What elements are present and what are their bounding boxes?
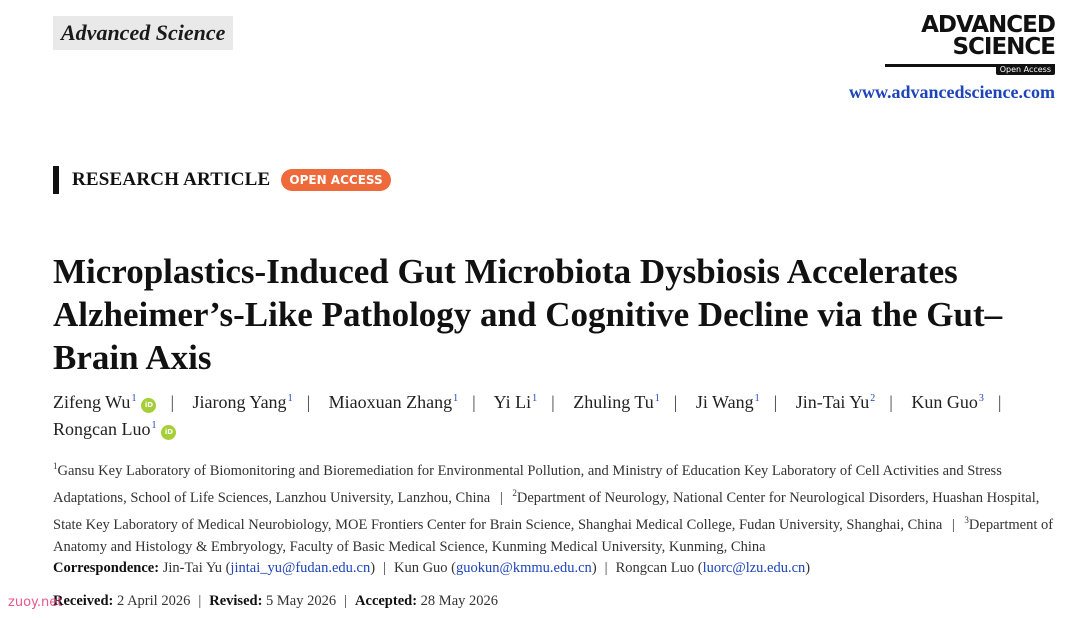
date-item <box>209 593 336 609</box>
correspondence-contact: Kun Guo (guokun@kmmu.edu.cn) <box>393 560 597 576</box>
contact-name: Jin-Tai Yu <box>162 560 222 576</box>
author-affiliation-number: 2 <box>870 393 876 404</box>
author-name[interactable]: Rongcan Luo <box>53 419 151 439</box>
correspondence-label: Correspondence: <box>53 560 160 576</box>
author-separator: | <box>773 392 778 412</box>
logo-text-line2: SCIENCE <box>952 34 1055 60</box>
article-type-row <box>53 166 391 194</box>
author-separator: | <box>306 392 311 412</box>
date-label: Accepted: <box>355 593 418 609</box>
date-separator: | <box>344 593 348 609</box>
author-name[interactable]: Jiarong Yang <box>192 392 287 412</box>
date-label: Received: <box>53 593 114 609</box>
author-name[interactable]: Zhuling Tu <box>573 392 654 412</box>
date-item <box>53 593 190 609</box>
author-affiliation-number: 3 <box>978 393 984 404</box>
orcid-icon[interactable]: iD <box>141 398 156 413</box>
affiliation-text: Gansu Key Laboratory of Biomonitoring and Bioremediation for Environmental Pollution, and Ministry of Education Key Laboratory of Cell Activities and Stress Adaptations, School of Life Sciences, Lanzhou University, Lanzhou, China <box>53 463 1002 506</box>
journal-logo <box>885 14 1055 78</box>
author-affiliation-number: 1 <box>754 393 760 404</box>
author-affiliation-number: 1 <box>532 393 538 404</box>
orcid-icon[interactable]: iD <box>161 425 176 440</box>
author[interactable] <box>573 392 660 412</box>
author-name[interactable]: Kun Guo <box>911 392 978 412</box>
article-type-marker <box>53 166 59 194</box>
author-affiliation-number: 1 <box>453 393 459 404</box>
correspondence-separator: | <box>604 560 608 576</box>
author[interactable] <box>329 392 458 412</box>
affiliation-text: Department of Anatomy and Histology & Embryology, Faculty of Basic Medical Science, Kunming Medical University, Kunming, China <box>53 517 1054 555</box>
contact-email-link[interactable]: guokun@kmmu.edu.cn <box>456 560 592 576</box>
author[interactable] <box>193 392 293 412</box>
date-value: 2 April 2026 <box>117 593 191 609</box>
correspondence-separator: | <box>383 560 386 576</box>
contact-name: Rongcan Luo <box>615 560 695 576</box>
author-name[interactable]: Miaoxuan Zhang <box>328 392 453 412</box>
author-separator: | <box>551 392 555 412</box>
date-separator: | <box>198 593 202 609</box>
affiliation-number: 1 <box>53 461 58 471</box>
author-name[interactable]: Jin-Tai Yu <box>795 392 870 412</box>
date-value: 5 May 2026 <box>266 593 337 609</box>
affiliation-separator: | <box>951 517 955 533</box>
logo-text-line1: ADVANCED <box>921 12 1055 38</box>
date-value: 28 May 2026 <box>420 593 499 609</box>
author-list <box>53 387 1063 441</box>
date-item <box>355 593 498 609</box>
affiliation-text: Department of Neurology, National Center for Neurological Disorders, Huashan Hospital, State Key Laboratory of Medical Neurobiology, MOE Frontiers Center for Brain Science, Shanghai Medical College, Fudan University, Shanghai, China <box>53 490 1040 533</box>
open-access-badge: OPEN ACCESS <box>281 169 390 191</box>
article-title: Microplastics-Induced Gut Microbiota Dysbiosis Accelerates Alzheimer’s-Like Pathology and Cognitive Decline via the Gut–Brain Axis <box>53 252 1003 377</box>
affiliation-separator: | <box>499 490 503 506</box>
article-dates <box>53 591 1063 611</box>
author-name[interactable]: Zifeng Wu <box>53 392 131 412</box>
author[interactable] <box>53 392 156 412</box>
affiliation-list <box>53 455 1063 558</box>
author-separator: | <box>170 392 175 412</box>
logo-open-access-badge: Open Access <box>996 65 1055 75</box>
author[interactable] <box>911 392 984 412</box>
correspondence-line <box>53 558 1063 578</box>
author-separator: | <box>472 392 476 412</box>
affiliation-number: 3 <box>964 515 969 525</box>
journal-website-link[interactable]: www.advancedscience.com <box>849 82 1055 102</box>
author[interactable] <box>796 392 876 412</box>
correspondence-contact: Rongcan Luo (luorc@lzu.edu.cn) <box>615 560 811 576</box>
author-affiliation-number: 1 <box>151 420 157 431</box>
author-separator: | <box>673 392 678 412</box>
author-affiliation-number: 1 <box>287 393 293 404</box>
contact-email-link[interactable]: luorc@lzu.edu.cn <box>702 560 806 576</box>
author-separator: | <box>889 392 893 412</box>
date-label: Revised: <box>209 593 263 609</box>
author-name[interactable]: Yi Li <box>493 392 532 412</box>
affiliation-number: 2 <box>512 488 517 498</box>
author-affiliation-number: 1 <box>654 393 660 404</box>
author-affiliation-number: 1 <box>131 393 137 404</box>
contact-email-link[interactable]: jintai_yu@fudan.edu.cn <box>230 560 371 576</box>
correspondence-contact: Jin-Tai Yu (jintai_yu@fudan.edu.cn) <box>162 560 376 576</box>
author[interactable] <box>696 392 760 412</box>
journal-name-tag: Advanced Science <box>53 16 233 50</box>
watermark: zuoy.net <box>8 595 63 610</box>
author[interactable] <box>53 419 176 439</box>
article-type-label: RESEARCH ARTICLE <box>72 169 271 190</box>
author-separator: | <box>997 392 1002 412</box>
author[interactable] <box>494 392 538 412</box>
contact-name: Kun Guo <box>393 560 448 576</box>
author-name[interactable]: Ji Wang <box>695 392 754 412</box>
